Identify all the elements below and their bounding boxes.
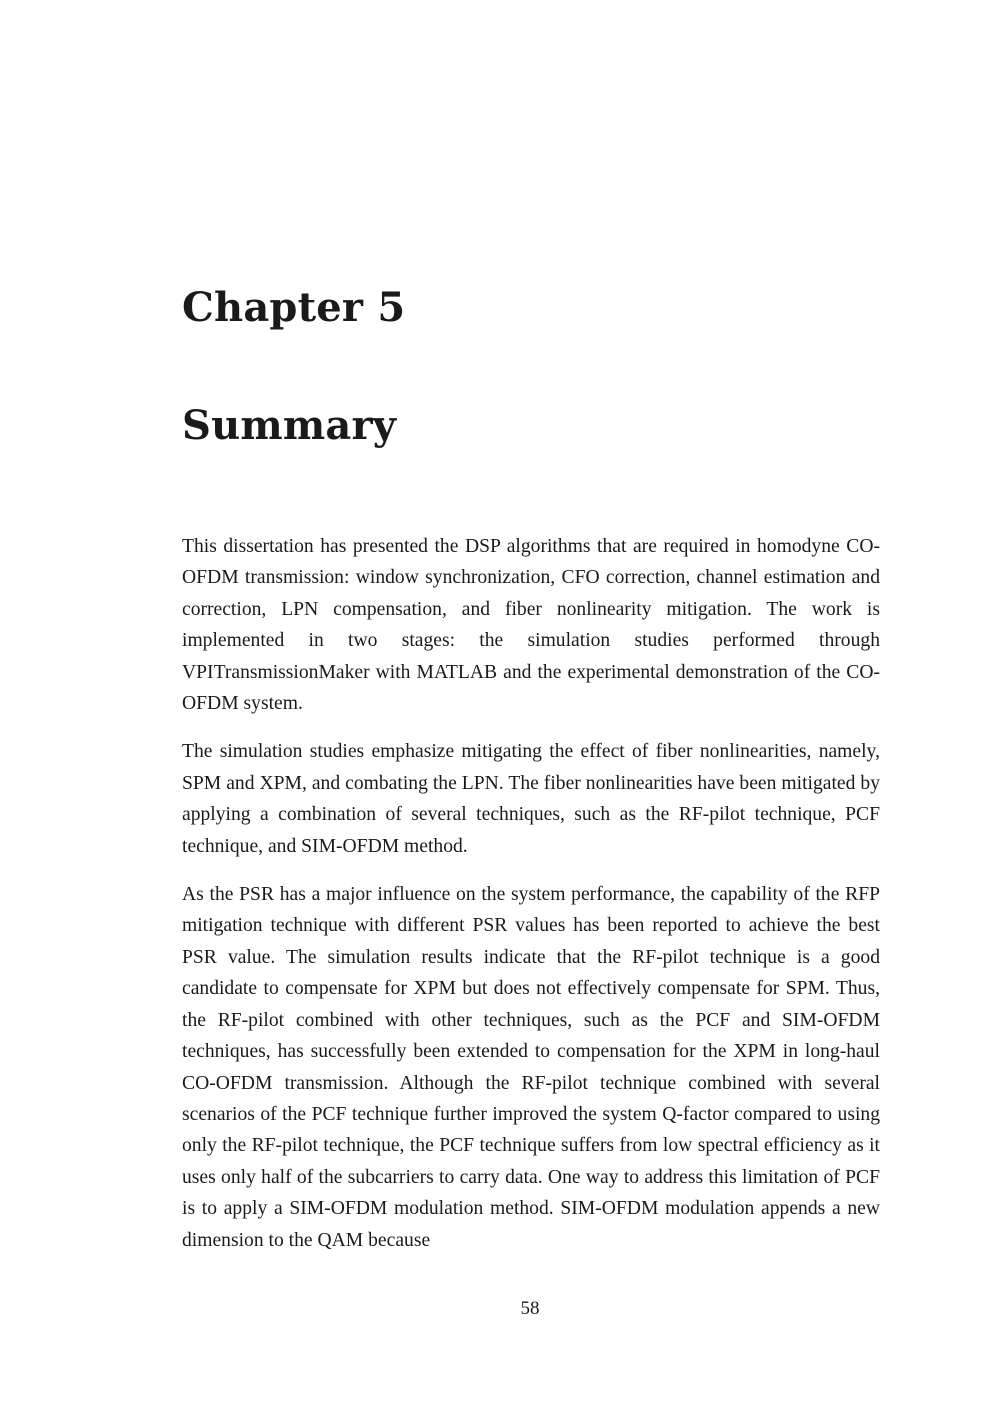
paragraph-2: The simulation studies emphasize mitigating the effect of fiber nonlinearities, namely, SPM and XPM, and combating the LPN. The fiber nonlinearities have been mitigated by applying a combination of several techniques, such as the RF-pilot technique, PCF technique, and SIM-OFDM method. xyxy=(182,741,880,857)
page-number: 58 xyxy=(520,1298,540,1319)
paragraph-1: This dissertation has presented the DSP algorithms that are required in homodyne CO-OFDM transmission: window synchronization, CFO correction, channel estimation and correction, LPN compensation, and fiber nonlinearity mitigation. The work is implemented in two stages: the simulation studies performed through VPITransmissionMaker with MATLAB and the experimental demonstration of the CO-OFDM system. xyxy=(182,536,880,715)
body-text xyxy=(182,531,880,1273)
paragraph-3: As the PSR has a major influence on the system performance, the capability of the RFP mitigation technique with different PSR values has been reported to achieve the best PSR value. The simulation results indicate that the RF-pilot technique is a good candidate to compensate for XPM but does not effectively compensate for SPM. Thus, the RF-pilot combined with other techniques, such as the PCF and SIM-OFDM techniques, has successfully been extended to compensation for the XPM in long-haul CO-OFDM transmission. Although the RF-pilot technique combined with several scenarios of the PCF technique further improved the system Q-factor compared to using only the RF-pilot technique, the PCF technique suffers from low spectral efficiency as it uses only half of the subcarriers to carry data. One way to address this limitation of PCF is to apply a SIM-OFDM modulation method. SIM-OFDM modulation appends a new dimension to the QAM because xyxy=(182,884,880,1251)
chapter-title: Summary xyxy=(182,402,397,449)
chapter-label: Chapter 5 xyxy=(182,284,406,331)
